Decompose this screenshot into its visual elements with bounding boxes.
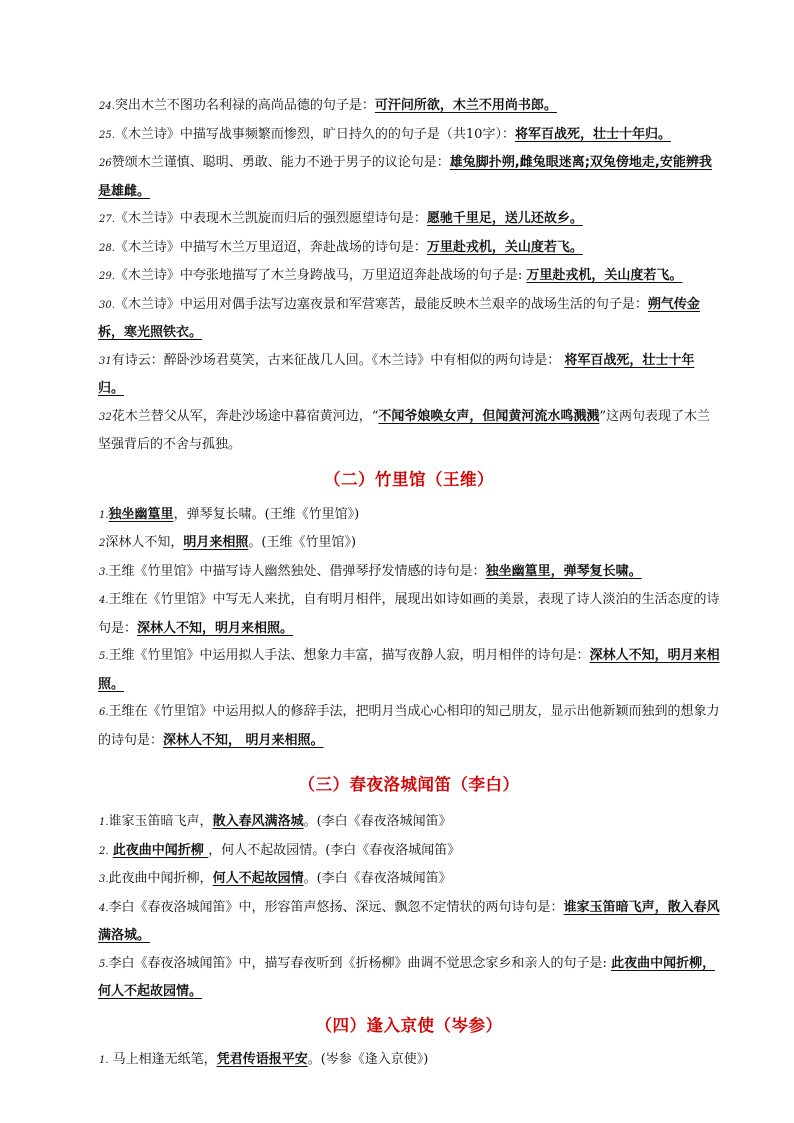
question-item [98, 642, 720, 698]
question-text: 《木兰诗》中运用对偶手法写边塞夜景和军营寒苦，最能反映木兰艰辛的战场生活的句子是： [114, 296, 648, 312]
question-item [98, 501, 720, 530]
question-text: 花木兰替父从军，奔赴沙场途中暮宿黄河边，“ [111, 408, 379, 424]
question-item [98, 234, 720, 263]
question-item [98, 403, 720, 459]
section-heading-chunye: （三）春夜洛城闻笛（李白） [298, 775, 520, 794]
question-item [98, 121, 720, 150]
question-item [98, 558, 720, 587]
question-text: 《木兰诗》中描写木兰万里迢迢，奔赴战场的诗句是： [114, 239, 427, 255]
question-number: 26 [99, 158, 112, 169]
question-number: 3. [99, 566, 109, 578]
question-tail: ，弹琴复长啸。(王维《竹里馆》) [173, 506, 360, 522]
answer-text: 将军百战死，壮士十年归。 [98, 352, 695, 396]
question-number: 31 [99, 355, 112, 367]
question-item [98, 586, 720, 642]
question-text: 《木兰诗》中表现木兰凯旋而归后的强烈愿望诗句是： [114, 211, 427, 226]
question-item [98, 529, 720, 558]
answer-text: 万里赴戎机，关山度若飞。 [426, 239, 583, 255]
question-tail: 。(岑参《逢入京使》) [307, 1051, 429, 1067]
question-text: 李白《春夜洛城闻笛》中，描写春夜听到《折杨柳》曲调不觉思念家乡和亲人的句子是: [108, 955, 612, 971]
answer-text: 散入春风满洛城 [212, 814, 304, 829]
answer-text: 可汗问所欲，木兰不用尚书郎。 [374, 98, 557, 113]
question-number: 29. [99, 271, 115, 282]
question-tail: 。(李白《春夜洛城闻笛》 [303, 814, 452, 829]
question-item [98, 894, 720, 950]
answer-text: 深林人不知，明月来相照。 [98, 648, 720, 692]
question-tail: ”这两句表现了木兰坚强背后的不舍与孤独。 [98, 408, 711, 452]
question-text: 王维《竹里馆》中运用拟人手法、想象力丰富，描写夜静人寂，明月相伴的诗句是： [108, 648, 590, 663]
question-text: 《木兰诗》中夸张地描写了木兰身跨战马，万里迢迢奔赴战场的句子是: [114, 268, 527, 283]
question-item [98, 837, 720, 866]
question-number: 25. [99, 129, 115, 141]
question-number: 1. [99, 1054, 109, 1066]
question-item [98, 262, 720, 291]
question-item [98, 347, 720, 403]
question-number: 4. [99, 902, 109, 914]
answer-text: 深林人不知， 明月来相照。 [163, 732, 324, 748]
question-number: 3. [99, 874, 109, 885]
document-content [98, 92, 720, 1074]
question-tail: ，何人不起故园情。(李白《春夜洛城闻笛》 [208, 842, 461, 858]
section-heading-fengrujingshi: （四）逢入京使（岑参） [315, 1015, 503, 1035]
mulan-questions [98, 92, 720, 459]
chunye-questions [98, 808, 720, 1006]
question-number: 2. [99, 845, 109, 857]
question-item [98, 291, 720, 347]
question-item [98, 808, 720, 837]
question-text: 李白《春夜洛城闻笛》中，形容笛声悠扬、深远、飘忽不定情状的两句诗句是： [108, 899, 564, 915]
answer-text: 万里赴戎机，关山度若飞。 [526, 268, 683, 283]
zhuliguan-questions [98, 501, 720, 755]
question-number: 4. [99, 595, 109, 606]
question-tail: 。(王维《竹里馆》) [248, 535, 357, 550]
answer-text: 不闻爷娘唤女声，但闻黄河流水鸣溅溅 [378, 408, 600, 424]
question-number: 5. [99, 958, 109, 970]
fengrujingshi-questions [98, 1046, 720, 1075]
question-text: 《木兰诗》中描写战事频繁而惨烈，旷日持久的的句子是（共10字）： [114, 126, 515, 142]
answer-text: 愿驰千里足，送儿还故乡。 [426, 211, 583, 226]
answer-text: 明月来相照 [183, 535, 249, 550]
question-text: 王维在《竹里馆》中写无人来扰，自有明月相伴，展现出如诗如画的美景，表现了诗人淡泊的生活态度的诗句是： [98, 592, 720, 636]
answer-text: 独坐幽篁里 [108, 506, 174, 522]
question-text: 谁家玉笛暗飞声， [108, 814, 213, 829]
answer-text: 深林人不知，明月来相照。 [137, 620, 294, 636]
question-text: 马上相逢无纸笔， [108, 1051, 217, 1067]
question-number: 30. [99, 299, 115, 311]
answer-text: 此夜曲中闻折柳 [112, 842, 209, 858]
question-item [98, 149, 720, 205]
question-item [98, 205, 720, 234]
question-text: 王维《竹里馆》中描写诗人幽然独处、借弹琴抒发情感的诗句是： [108, 563, 486, 579]
answer-text: 此夜曲中闻折柳，何人不起故园情。 [98, 955, 716, 999]
answer-text: 谁家玉笛暗飞声，散入春风满洛城。 [98, 899, 720, 943]
question-tail: 。(李白《春夜洛城闻笛》 [303, 871, 452, 886]
question-text: 赞颂木兰谨慎、聪明、勇敢、能力不逊于男子的议论句是： [111, 155, 450, 170]
question-number: 2 [99, 538, 106, 549]
question-number: 1. [99, 509, 109, 521]
question-number: 28. [99, 242, 115, 254]
question-number: 6. [99, 707, 109, 718]
question-text: 此夜曲中闻折柳， [108, 871, 213, 886]
question-number: 27. [99, 214, 115, 225]
question-item [98, 865, 720, 894]
answer-text: 将军百战死，壮士十年归。 [514, 126, 671, 142]
question-item [98, 1046, 720, 1075]
answer-text: 朔气传金柝，寒光照铁衣。 [98, 296, 700, 340]
question-number: 1. [99, 817, 109, 828]
section-heading-zhuliguan: （二）竹里馆（王维） [324, 469, 494, 489]
question-number: 32 [99, 411, 112, 423]
answer-text: 凭君传语报平安 [216, 1051, 308, 1067]
answer-text: 雄兔脚扑朔,雌兔眼迷离;双兔傍地走,安能辨我是雄雌。 [98, 155, 712, 199]
answer-text: 何人不起故园情 [212, 871, 304, 886]
question-number: 24. [99, 101, 115, 112]
question-item [98, 950, 720, 1006]
question-item [98, 698, 720, 754]
question-number: 5. [99, 651, 109, 662]
question-text: 深林人不知， [105, 535, 184, 550]
question-item [98, 92, 720, 121]
answer-text: 独坐幽篁里，弹琴复长啸。 [485, 563, 642, 579]
question-text: 突出木兰不图功名利禄的高尚品德的句子是： [114, 98, 375, 113]
question-text: 有诗云：醉卧沙场君莫笑，古来征战几人回。《木兰诗》中有相似的两句诗是： [111, 352, 565, 368]
question-text: 王维在《竹里馆》中运用拟人的修辞手法，把明月当成心心相印的知己朋友，显示出他新颖而独到的想象力的诗句是： [98, 704, 720, 748]
